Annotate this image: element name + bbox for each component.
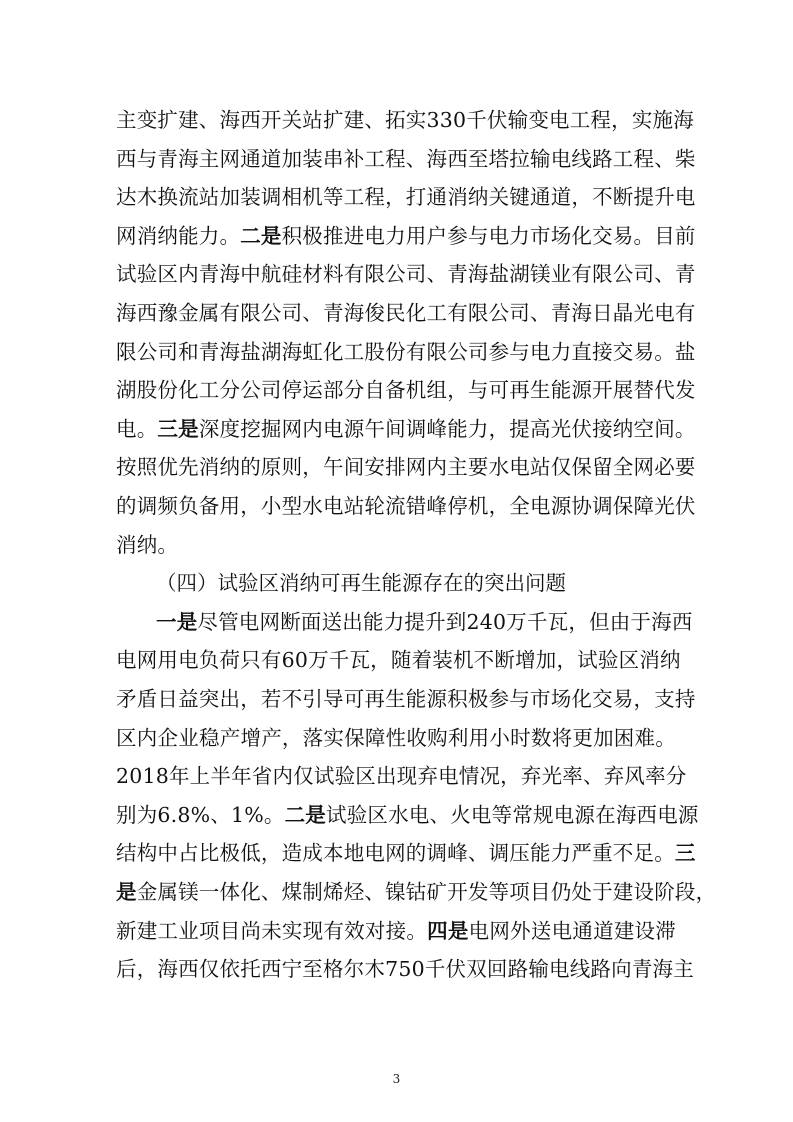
body-text-line [116, 915, 676, 947]
text-segment: 电网外送电通道建设滞 [468, 919, 677, 943]
body-text-line: 海西豫金属有限公司、青海俊民化工有限公司、青海日晶光电有 [116, 301, 696, 325]
body-text-line [116, 799, 699, 831]
body-text-line [116, 837, 696, 869]
text-segment: 金属镁一体化、煤制烯烃、镍钴矿开发等项目仍处于建设阶段， [136, 880, 717, 904]
text-segment: 深度挖掘网内电源午间调峰能力，提高光伏接纳空间。 [198, 417, 696, 441]
body-text-line: 按照优先消纳的原则，午间安排网内主要水电站仅保留全网必要 [116, 455, 696, 479]
body-text-line: 试验区内青海中航硅材料有限公司、青海盐湖镁业有限公司、青 [116, 262, 696, 286]
text-segment: 积极推进电力用户参与电力市场化交易。目前 [281, 224, 696, 248]
page-number: 3 [392, 1072, 401, 1086]
body-text-line: 区内企业稳产增产，落实保障性收购利用小时数将更加困难。 [116, 726, 676, 750]
body-text-line: 矛盾日益突出，若不引导可再生能源积极参与市场化交易，支持 [116, 687, 696, 711]
body-text-line: 限公司和青海盐湖海虹化工股份有限公司参与电力直接交易。盐 [116, 340, 696, 364]
body-text-line [156, 606, 693, 638]
text-segment: 网消纳能力。 [116, 224, 241, 248]
text-segment: 别为6.8%、1%。 [116, 803, 285, 827]
body-text-line: 消纳。 [116, 533, 179, 557]
body-text-line [116, 953, 694, 985]
emphasis-label: 二是 [284, 803, 327, 827]
body-text-line: 湖股份化工分公司停运部分自备机组，与可再生能源开展替代发 [116, 378, 696, 402]
emphasis-label: 三是 [157, 417, 199, 441]
body-text-line: 的调频负备用，小型水电站轮流错峰停机，全电源协调保障光伏 [116, 494, 696, 518]
emphasis-label: 三 [674, 841, 696, 865]
section-heading: （四）试验区消纳可再生能源存在的突出问题 [156, 571, 566, 595]
text-segment: 试验区水电、火电等常规电源在海西电源 [326, 803, 699, 827]
body-text-line [116, 876, 717, 908]
emphasis-label: 四是 [427, 919, 469, 943]
text-segment: 新建工业项目尚未实现有效对接。 [116, 919, 428, 943]
body-text-line: 2018年上半年省内仅试验区出现弃电情况，弃光率、弃风率分 [116, 764, 687, 788]
body-text-line: 电网用电负荷只有60万千瓦，随着装机不断增加，试验区消纳 [116, 648, 681, 672]
emphasis-label: 是 [116, 880, 137, 904]
emphasis-label: 一是 [156, 610, 198, 634]
text-segment: 尽管电网断面送出能力提升到240万千瓦，但由于海西 [197, 610, 693, 634]
text-segment: 后，海西仅依托西宁至格尔木750千伏双回路输电线路向青海主 [116, 957, 694, 981]
emphasis-label: 二是 [240, 224, 282, 248]
body-text-line: 达木换流站加装调相机等工程，打通消纳关键通道，不断提升电 [116, 185, 696, 209]
text-segment: 结构中占比极低，造成本地电网的调峰、调压能力严重不足。 [116, 841, 675, 865]
body-text-line [116, 413, 696, 445]
body-text-line [116, 220, 696, 252]
text-segment: 电。 [116, 417, 158, 441]
body-text-line: 主变扩建、海西开关站扩建、拓实330千伏输变电工程，实施海 [116, 108, 694, 132]
body-text-line: 西与青海主网通道加装串补工程、海西至塔拉输电线路工程、柴 [116, 147, 696, 171]
